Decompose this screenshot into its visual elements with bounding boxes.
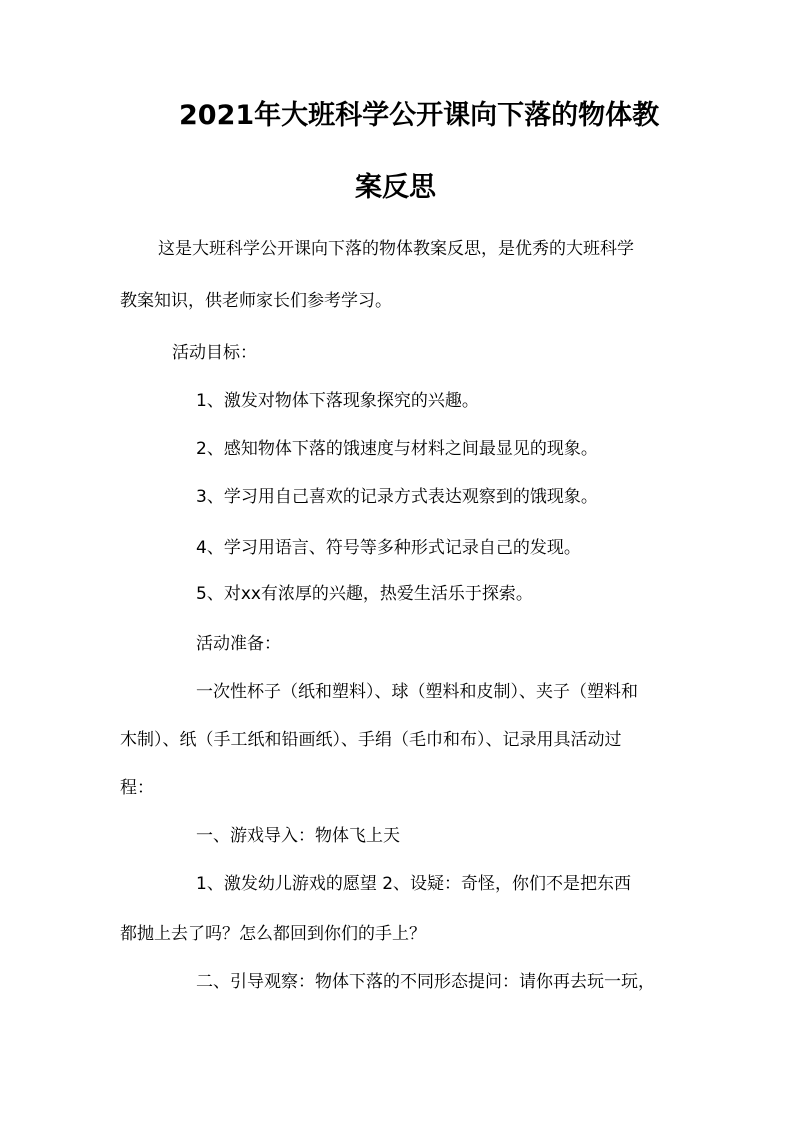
process-item-1-line-1: 1、激发幼儿游戏的愿望 2、设疑：奇怪，你们不是把东西 [196, 874, 632, 894]
preparation-heading: 活动准备： [196, 634, 281, 654]
goal-item: 1、激发对物体下落现象探究的兴趣。 [196, 391, 479, 411]
document-title-line-2: 案反思 [355, 172, 436, 203]
document-title-line-1: 2021年大班科学公开课向下落的物体教 [179, 100, 660, 131]
process-section-1: 一、游戏导入：物体飞上天 [196, 826, 400, 846]
goal-item: 3、学习用自己喜欢的记录方式表达观察到的饿现象。 [196, 487, 598, 507]
goal-item: 4、学习用语言、符号等多种形式记录自己的发现。 [196, 538, 581, 558]
intro-line-2: 教案知识，供老师家长们参考学习。 [120, 291, 392, 311]
goal-item: 5、对xx有浓厚的兴趣，热爱生活乐于探索。 [196, 584, 533, 604]
process-item-1-line-2: 都抛上去了吗？怎么都回到你们的手上？ [120, 924, 426, 944]
process-section-2: 二、引导观察：物体下落的不同形态提问：请你再去玩一玩， [196, 972, 655, 992]
goals-heading: 活动目标： [172, 343, 257, 363]
preparation-line-3: 程： [120, 778, 154, 798]
preparation-line-2: 木制）、纸（手工纸和铅画纸）、手绢（毛巾和布）、记录用具活动过 [120, 730, 622, 750]
goal-item: 2、感知物体下落的饿速度与材料之间最显见的现象。 [196, 439, 598, 459]
preparation-line-1: 一次性杯子（纸和塑料）、球（塑料和皮制）、夹子（塑料和 [196, 682, 638, 702]
intro-line-1: 这是大班科学公开课向下落的物体教案反思，是优秀的大班科学 [158, 239, 634, 259]
